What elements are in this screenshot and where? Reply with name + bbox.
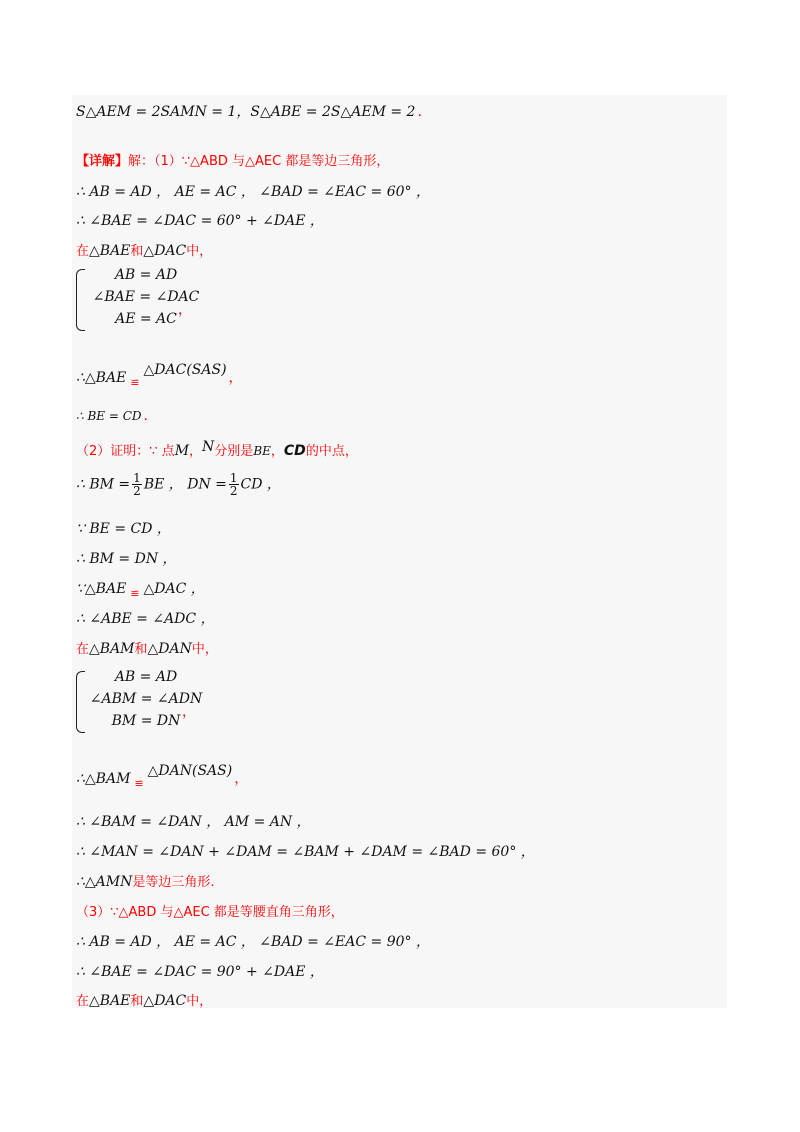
comma: ， [228,370,243,386]
triangle-dac: △DAC [143,243,187,259]
text-middle: 中， [186,244,213,259]
bm-equals: ∴ BM = [76,476,131,493]
congruent-symbol: ≌ [130,376,140,389]
denominator: 2 [133,484,141,498]
fraction-half [132,472,142,497]
point-m: M [174,443,190,459]
triangle-pair-line [76,638,218,657]
proof-line [76,518,171,538]
triangle-dan: △DAN [147,641,192,657]
period: . [143,408,148,424]
proof-line [76,210,324,230]
left-brace-icon [76,269,85,331]
angle-bam-dan: ∴ ∠BAM = ∠DAN ， AM = AN ， [76,814,311,830]
proof-line [76,181,430,201]
period: . [417,104,422,120]
text-middle: 中， [186,994,213,1009]
be-equals-cd: ∴ BE = CD [76,409,142,423]
angle-man-sum: ∴ ∠MAN = ∠DAN + ∠DAM = ∠BAM + ∠DAM = ∠BAD = 60° ， [76,844,535,860]
part3-intro-line [76,901,344,920]
bm-equals-dn: ∴ BM = DN ， [76,551,177,567]
triangle-bam: △BAM [89,641,135,657]
text-respectively: 分别是 [214,444,254,459]
area-relation-line [76,101,422,121]
equation-system [76,265,276,331]
congruent-symbol: ≌ [134,777,144,790]
angle-sum-math: ∴ ∠BAE = ∠DAC = 90° + ∠DAE ， [76,964,324,980]
numerator: 1 [229,471,238,485]
comma: ， [270,444,284,459]
system-row: ∠BAE = ∠DAC [92,289,200,305]
triangle-bae: ∴△BAE [76,370,127,386]
equation-system [76,667,276,733]
triangle-dac: △DAC ， [143,581,205,597]
triangle-bae: ∵△BAE [76,581,127,597]
equilateral-conclusion: 是等边三角形. [132,875,215,890]
comma: ， [189,444,203,459]
proof-line [76,578,205,598]
comma: ， [178,302,192,318]
proof-line [76,961,324,981]
triangle-dac: △DAC [143,993,187,1009]
area-relation-math: S△AEM = 2SAMN = 1，S△ABE = 2S△AEM = 2 [76,104,416,120]
triangle-bae: △BAE [89,993,131,1009]
conclusion-line [76,408,148,424]
triangle-amn: ∴△AMN [76,874,133,890]
angle-sum-math: ∴ ∠BAE = ∠DAC = 60° + ∠DAE ， [76,213,324,229]
text-and: 和 [130,244,144,259]
comma: ， [182,704,196,720]
proof-line [76,931,430,951]
congruent-symbol: ≌ [130,587,140,600]
triangle-pair-line [76,990,212,1009]
triangle-bae: △BAE [89,243,131,259]
text-and: 和 [130,994,144,1009]
detail-bracket-label: 【详解】 [76,154,129,169]
segment-be: BE [253,444,271,458]
conclusion-line [76,871,215,890]
system-row: ∠ABM = ∠ADN [89,691,203,707]
midpoint-line [76,472,281,497]
document-page [72,95,727,1008]
proof-line [76,811,311,831]
system-row: AB = AD [114,267,178,283]
text-midpoints: 的中点， [305,444,358,459]
text-in: 在 [76,244,90,259]
equal-sides-math: ∴ AB = AD ， AE = AC ， ∠BAD = ∠EAC = 60° ， [76,184,430,200]
proof-line [76,548,177,568]
be-equals-cd: ∵ BE = CD ， [76,521,171,537]
be-dn-equals: BE ， DN = [143,476,227,493]
point-n: N [202,439,215,455]
part3-intro: （3）∵△ABD 与△AEC 都是等腰直角三角形， [76,905,344,920]
system-row: AE = AC [115,311,177,327]
proof-line [76,608,215,628]
triangle-dan-sas: △DAN(SAS) [147,763,233,779]
segment-cd: CD [283,443,306,459]
proof-line [76,841,535,861]
text-in: 在 [76,994,90,1009]
solution-heading-line [76,150,389,169]
system-row: AB = AD [114,669,178,685]
text-middle: 中， [191,642,218,657]
triangle-bam: ∴△BAM [76,771,131,787]
comma: ， [234,771,249,787]
cd-comma: CD ， [240,476,281,493]
triangle-pair-line [76,240,212,259]
congruence-line [76,362,243,389]
text-in: 在 [76,642,90,657]
triangle-dac-sas: △DAC(SAS) [143,362,227,378]
part1-intro: 解：（1）∵△ABD 与△AEC 都是等边三角形， [128,154,390,169]
part2-proof-label: （2）证明：∵ 点 [76,444,175,459]
denominator: 2 [229,484,238,498]
angle-abe-adc: ∴ ∠ABE = ∠ADC ， [76,611,215,627]
system-row: BM = DN [111,713,181,729]
text-and: 和 [134,642,148,657]
equal-sides-math: ∴ AB = AD ， AE = AC ， ∠BAD = ∠EAC = 90° ， [76,934,430,950]
part2-intro-line [76,440,358,459]
numerator: 1 [133,471,141,485]
fraction-half [229,472,239,497]
left-brace-icon [76,671,85,733]
congruence-line [76,763,249,790]
